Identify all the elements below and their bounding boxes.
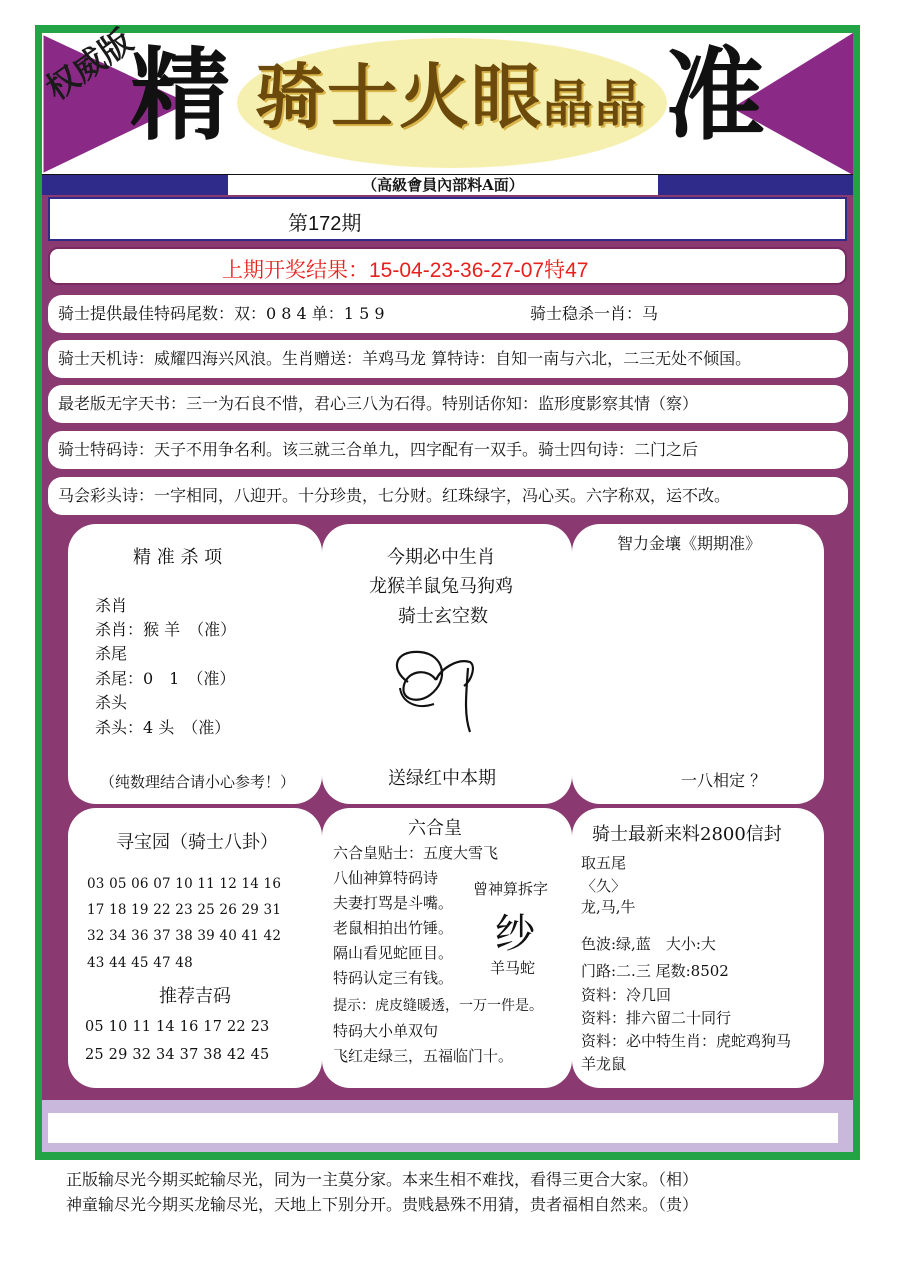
main-title: [255, 55, 647, 138]
last-result: 上期开奖结果：15-04-23-36-27-07特47: [222, 259, 589, 282]
lhh-line: 特码认定三有钱。: [333, 969, 454, 987]
latest-line: 资料：必中特生肖：虎蛇鸡狗马: [581, 1032, 792, 1050]
lhh-line: 八仙神算特码诗: [333, 869, 439, 887]
bottom-line: 正版输尽光今期买蛇输尽光，同为一主莫分家。本来生相不难找，看得三更合大家。（相）: [66, 1170, 699, 1189]
row-text: 马会彩头诗：一字相同，八迎开。十分珍贵，七分财。红珠绿字，冯心买。六字称双，运不改。: [58, 486, 731, 505]
footer-blank: [48, 1113, 838, 1143]
latest-line: 取五尾: [581, 854, 627, 872]
latest-line: 门路:二.三 尾数:8502: [581, 962, 729, 980]
lhh-side-title: 曾神算拆字: [473, 880, 549, 898]
latest-line: 资料：冷几回: [581, 986, 672, 1004]
result-box: [48, 247, 847, 285]
right-big-char: 准: [665, 36, 765, 154]
stamp-text: 权威版: [38, 21, 140, 108]
number-row: 32 34 36 37 38 39 40 41 42: [87, 928, 282, 944]
wisdom-bottom: 一八相定 ？: [681, 771, 767, 790]
row-text: 骑士天机诗：威耀四海兴风浪。生肖赠送：羊鸡马龙 算特诗：自知一南与六北，二三无处不倾国。: [58, 349, 752, 368]
row-text: 骑士特码诗：天子不用争名利。该三就三合单九，四字配有一双手。骑士四句诗：二门之后: [58, 440, 699, 459]
lhh-line: 提示：虎皮缝暖透，一万一件是。: [333, 998, 543, 1014]
lhh-side-bottom: 羊马蛇: [490, 959, 536, 977]
must-bottom: 送绿红中本期: [388, 768, 496, 789]
must-line: 骑士玄空数: [398, 606, 488, 627]
kill-line: 杀头: [95, 693, 128, 712]
recommend-row: 25 29 32 34 37 38 42 45: [85, 1047, 270, 1063]
wisdom-box: [572, 524, 824, 804]
lhh-line: 飞红走绿三，五福临门十。: [333, 1047, 514, 1065]
info-row: [48, 385, 848, 423]
title-main-text: 骑士火眼: [255, 55, 543, 138]
info-row: [48, 295, 848, 333]
latest-line: 羊龙鼠: [581, 1055, 627, 1073]
lhh-side-char: 纱: [495, 911, 535, 957]
treasure-title: 寻宝园（骑士八卦）: [116, 832, 278, 853]
lhh-line: 老鼠相拍出竹锤。: [333, 919, 454, 937]
lhh-title: 六合皇: [408, 818, 462, 839]
lhh-line: 夫妻打骂是斗嘴。: [333, 894, 454, 912]
lhh-line: 特码大小单双句: [333, 1022, 439, 1040]
latest-title: 骑士最新来料2800信封: [592, 824, 782, 845]
kill-line: 杀头：4 头 （准）: [95, 718, 231, 737]
row-text-right: 骑士稳杀一肖：马: [530, 304, 659, 323]
latest-line: 资料：排六留二十同行: [581, 1009, 732, 1027]
info-row: [48, 477, 848, 515]
left-big-char: 精: [130, 36, 230, 154]
number-row: 17 18 19 22 23 25 26 29 31: [87, 902, 282, 918]
kill-line: 杀肖: [95, 596, 128, 615]
handwritten-glyph: [380, 640, 490, 740]
title-small-text: 晶晶: [543, 74, 647, 133]
kill-line: 杀尾：0 1 （准）: [95, 669, 236, 688]
latest-line: 色波:绿,蓝 大小:大: [581, 935, 716, 953]
latest-line: 〈久〉: [581, 877, 627, 895]
row-text: 最老版无字天书：三一为石良不惜，君心三八为石得。特别话你知：监形度影察其情（察）: [58, 394, 699, 413]
must-line: 龙猴羊鼠兔马狗鸡: [369, 576, 513, 597]
must-line: 今期必中生肖: [387, 547, 495, 568]
kill-note: （纯数理结合请小心参考！）: [100, 773, 296, 791]
lhh-line: 隔山看见蛇匝目。: [333, 944, 454, 962]
lhh-line: 六合皇贴士：五度大雪飞: [333, 844, 499, 862]
kill-line: 杀肖：猴 羊 （准）: [95, 620, 237, 639]
recommend-row: 05 10 11 14 16 17 22 23: [85, 1019, 270, 1035]
wisdom-title: 智力金壤《期期准》: [617, 534, 762, 553]
info-row: [48, 431, 848, 469]
subtitle-text: （高級會員內部料A面）: [228, 175, 658, 195]
issue-box: [48, 197, 847, 241]
bottom-line: 神童输尽光今期买龙输尽光，天地上下别分开。贵贱悬殊不用猜，贵者福相自然来。（贵）: [66, 1195, 699, 1214]
kill-title: 精 准 杀 项: [133, 547, 223, 568]
number-row: 43 44 45 47 48: [87, 955, 193, 971]
latest-line: 龙,马,牛: [581, 898, 636, 916]
kill-line: 杀尾: [95, 644, 128, 663]
number-row: 03 05 06 07 10 11 12 14 16: [87, 876, 282, 892]
issue-label: 第172期: [288, 213, 362, 235]
info-row: [48, 340, 848, 378]
row-text: 骑士提供最佳特码尾数：双：0 8 4 单：1 5 9: [58, 304, 385, 323]
recommend-title: 推荐吉码: [159, 986, 231, 1007]
